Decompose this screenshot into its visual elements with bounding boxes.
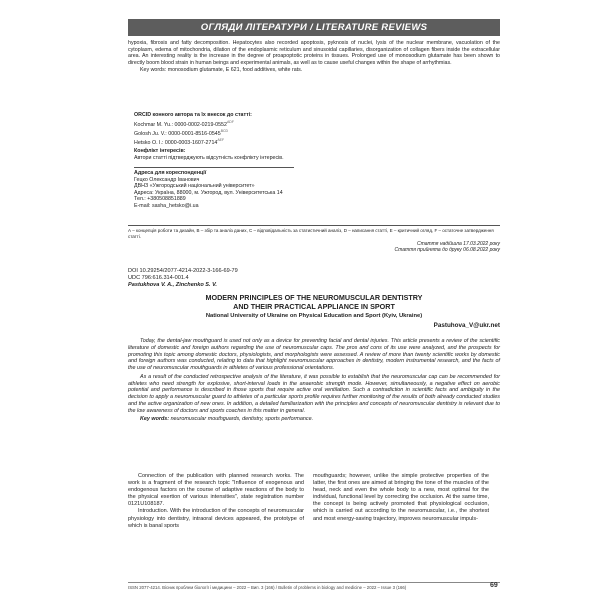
address-line: E-mail: sasha_hetsko@i.ua — [134, 202, 199, 209]
article-dates — [128, 241, 500, 253]
previous-abstract-text: hypoxia, fibrosis and fatty decomposition. Hepatocytes also recorded apoptosis, pyknosis of nuclei, lysis of the nuclear membrane, vacuolation of the cytoplasm, edema of mitochondria, dilation of the endoplasmic reticulum and sinusoidal capillaries, disorganization of collagen fibers inside the extracellular area. An interesting reality is the increase in the degree of proapoptotic proteins in tissues. Prolonged use of monosodium glutamate has been shown to directly boom blood strain in human beings and experimental animals, as well as to cause useful changes within the shape of arrhythmias. — [128, 40, 500, 66]
conflict-text: Автори статті підтверджують відсутність конфлікту інтересів. — [134, 154, 284, 161]
previous-keywords — [128, 67, 500, 74]
orcid-line: Kochmar M. Yu.: $0000-0002-0219-0552^{ADF}$ — [134, 119, 234, 128]
footer-rule — [128, 582, 500, 583]
address-line: Адреса: Україна, 88000, м. Ужгород, вул. Університетська 14 — [134, 189, 283, 196]
title-line-1: MODERN PRINCIPLES OF THE NEUROMUSCULAR DENTISTRY — [205, 293, 423, 302]
orcid-line: Golosh Ju. V.: $0000-0001-8516-0545^{BCD}$ — [134, 128, 229, 137]
address-block — [128, 170, 434, 210]
udc: UDC 796:616.314-001.4 — [128, 275, 189, 281]
page-number: 69 — [490, 582, 498, 589]
body-column-right — [313, 473, 489, 523]
received-date: Стаття надійшла 17.03.2022 року — [417, 241, 500, 247]
contribution-note: А – концепція роботи та дизайн, В – збір та аналіз даних, С – відповідальність за статистичний аналіз, D – написання статті, E – критичний огляд, F – остаточне затвердження статті. — [128, 228, 494, 239]
previous-keywords-text: monosodium glutamate, E 621, food additives, white rats. — [167, 67, 303, 74]
orcid-line: Hetsko O. I.: $0000-0003-1607-2714^{AEF}$ — [134, 138, 225, 147]
abstract — [128, 338, 500, 423]
contact-email: Pastuhova_V@ukr.net — [433, 322, 500, 329]
abstract-paragraph: Today, the dental-jaw mouthguard is used not only as a device for preventing facial and dental injuries. This article presents a review of the scientific literature of domestic and foreign authors regarding the use of neuromuscular caps. The pros and cons of its use were analyzed, and the prospects for promoting this topic among domestic doctors, physiologists, and morphologists were assessed. A review of more than twenty scientific works by domestic and foreign authors was conducted, relating to data that highlight neuromuscular approaches in dentistry, modern instrumental research, and the facts of the use of neuromuscular mouthguards in athletes of various professional orientations. — [128, 338, 500, 371]
body-paragraph: Introduction. With the introduction of the concepts of neuromuscular physiology into dentistry, intraoral devices appeared, the prototype of which is banal sports — [128, 508, 304, 529]
keywords — [128, 416, 500, 423]
orcid-block — [128, 112, 434, 147]
address-line: Гецко Олександр Іванович — [134, 176, 200, 183]
authors: Pastukhova V. A., Zinchenko S. V. — [128, 282, 217, 288]
orcid-title: ORCID конного автора та їх внесок до статті: — [134, 112, 252, 118]
address-title: Адреса для кореспонденції — [134, 170, 207, 176]
abstract-paragraph: As a result of the conducted retrospective analysis of the literature, it was possible to establish that the neuromuscular cap can be recommended for athletes who need strength for explosive, short-interval loads in the anaerobic strength mode. However, simultaneously, a negative effect on aerobic potential and performance is described in those sports that require active oral ventilation. Such a contradiction in scientific facts and ambiguity in the decision to apply a neuromuscular guard to athletes of a particular sports profile requires further monitoring of the results of both already conducted studies and the active organization of new ones. In addition, a detailed familiarization with the principles and concepts of neuromuscular dentistry is relevant due to the low awareness of doctors and sports coaches in this matter in general. — [128, 373, 500, 414]
article-meta — [128, 268, 500, 289]
body-column-left — [128, 473, 304, 530]
doi: DOI 10.29254/2077-4214-2022-3-166-69-79 — [128, 268, 238, 274]
section-header: ОГЛЯДИ ЛІТЕРАТУРИ / LITERATURE REVIEWS — [128, 19, 500, 36]
conflict-block — [128, 148, 434, 161]
keywords-label: Key words: — [140, 416, 170, 423]
article-title — [128, 294, 500, 312]
separator — [134, 167, 294, 168]
keywords-text: neuromuscular mouthguards, dentistry, sports performance. — [170, 416, 314, 423]
title-line-2: AND THEIR PRACTICAL APPLIANCE IN SPORT — [233, 301, 395, 311]
address-line: Тел.: +380508851889 — [134, 196, 186, 203]
body-paragraph: Connection of the publication with planned research works. The work is a fragment of the research topic "Influence of exogenous and endogenous factors on the course of adaptive reactions of the body to the physical exertion of various intensities", state registration number 0121U108187. — [128, 473, 304, 508]
affiliation: National University of Ukraine on Physical Education and Sport (Kyiv, Ukraine) — [205, 313, 423, 319]
address-line: ДВНЗ «Ужгородський національний університет» — [134, 183, 255, 190]
separator — [128, 225, 500, 226]
body-paragraph: mouthguards; however, unlike the simple protective properties of the latter, the first ones are aimed at bringing the tone of the muscles of the head, neck and even the whole body to a new, most optimal for the individual, functional level by correcting the occlusion. At the same time, the concept is being actively promoted that physiological occlusion, which is carried out according to the neuromuscular, i.e., the shortest and most energy-saving trajectory, improves neuromuscular impuls- — [313, 473, 489, 522]
accepted-date: Стаття прийнята до друку 06.08.2022 року — [394, 247, 500, 254]
footer-issn: ISSN 2077-4214. Вісник проблем біології і медицини – 2022 – Вип. 3 (166) / Bulletin of problems in biology and medicine – 2022 – Issue 3 (166) — [128, 585, 407, 590]
previous-keywords-label: Key words: — [140, 67, 167, 74]
previous-abstract — [128, 40, 500, 74]
conflict-title: Конфлікт інтересів: — [134, 148, 186, 154]
